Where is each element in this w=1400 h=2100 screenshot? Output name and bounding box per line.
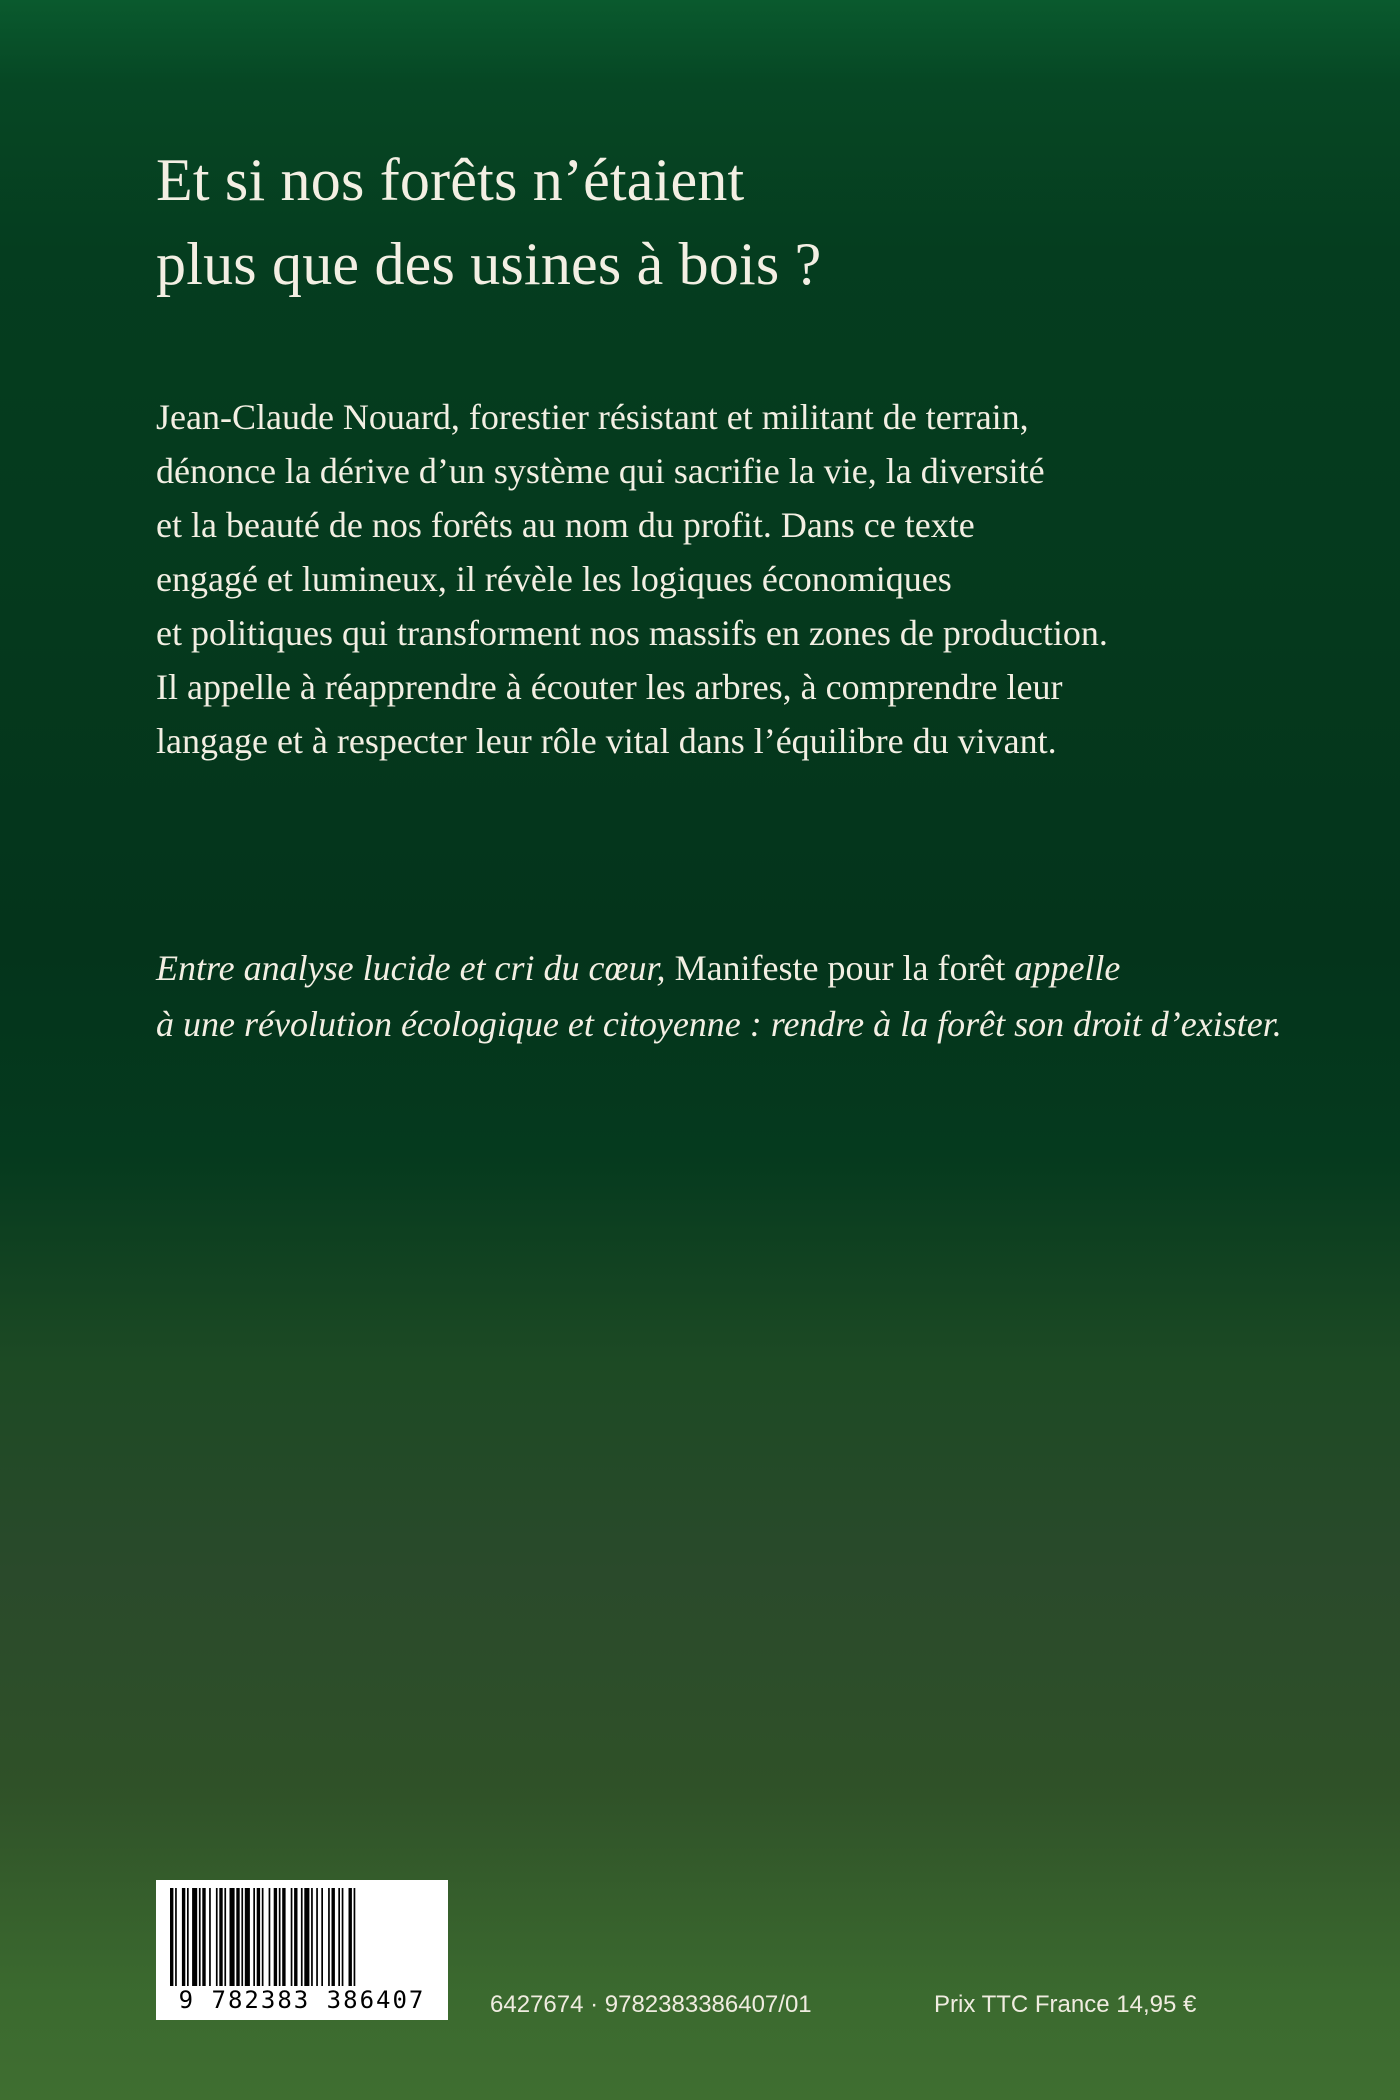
barcode-bar (236, 1888, 239, 1986)
headline-line: Et si nos forêts n’étaient (156, 147, 745, 213)
barcode-bar (342, 1888, 344, 1986)
barcode-bar (332, 1888, 335, 1986)
blurb-line: dénonce la dérive d’un système qui sacrifie la vie, la diversité (156, 451, 1045, 491)
barcode-bar (291, 1888, 293, 1986)
barcode-bar (241, 1888, 243, 1986)
isbn-barcode (156, 1880, 448, 2020)
barcode-bar (262, 1888, 264, 1986)
blurb-line: langage et à respecter leur rôle vital dans l’équilibre du vivant. (156, 721, 1057, 761)
barcode-bar (230, 1888, 235, 1986)
barcode-bar (304, 1888, 309, 1986)
barcode-bar (282, 1888, 285, 1986)
tagline-text: Entre analyse lucide et cri du cœur, (156, 948, 675, 988)
barcode-bar (245, 1888, 250, 1986)
tagline-paragraph (156, 940, 1282, 1052)
barcode-digits: 9 782383 386407 (178, 1986, 426, 2014)
barcode-bar (269, 1888, 271, 1986)
blurb-line: Il appelle à réapprendre à écouter les arbres, à comprendre leur (156, 667, 1063, 707)
barcode-bar (301, 1888, 303, 1986)
barcode-bar (294, 1888, 297, 1986)
barcode-bar (253, 1888, 255, 1986)
barcode-bar (187, 1888, 189, 1986)
barcode-bars (166, 1888, 438, 1986)
barcode-bar (175, 1888, 177, 1986)
barcode-bar (321, 1888, 323, 1986)
book-title: Manifeste pour la forêt (674, 948, 1006, 988)
tagline-line-2: à une révolution écologique et citoyenne : rendre à la forêt son droit d’exister. (156, 1004, 1282, 1044)
barcode-bar (328, 1888, 330, 1986)
blurb-line: Jean-Claude Nouard, forestier résistant et militant de terrain, (156, 397, 1029, 437)
barcode-bar (199, 1888, 201, 1986)
price-label: Prix TTC France 14,95 € (934, 1991, 1197, 2018)
barcode-bar (216, 1888, 218, 1986)
blurb-line: engagé et lumineux, il révèle les logiques économiques (156, 559, 952, 599)
barcode-bar (182, 1888, 185, 1986)
barcode-bar (257, 1888, 260, 1986)
tagline-line-1 (156, 940, 1276, 996)
tagline-text: appelle (1005, 948, 1121, 988)
barcode-bar (224, 1888, 226, 1986)
blurb-paragraph (156, 390, 1276, 768)
headline-line: plus que des usines à bois ? (156, 231, 822, 297)
barcode-bar (202, 1888, 205, 1986)
headline (156, 138, 1256, 306)
barcode-bar (354, 1888, 356, 1986)
barcode-bar (316, 1888, 318, 1986)
barcode-bar (219, 1888, 222, 1986)
barcode-bar (349, 1888, 352, 1986)
blurb-line: et la beauté de nos forêts au nom du profit. Dans ce texte (156, 505, 975, 545)
barcode-bar (311, 1888, 313, 1986)
barcode-bar (170, 1888, 173, 1986)
product-codes: 6427674 · 9782383386407/01 (490, 1991, 812, 2018)
barcode-bar (279, 1888, 281, 1986)
blurb-line: et politiques qui transforment nos massifs en zones de production. (156, 613, 1108, 653)
barcode-bar (192, 1888, 197, 1986)
barcode-bar (338, 1888, 340, 1986)
barcode-bar (274, 1888, 277, 1986)
barcode-bar (209, 1888, 211, 1986)
